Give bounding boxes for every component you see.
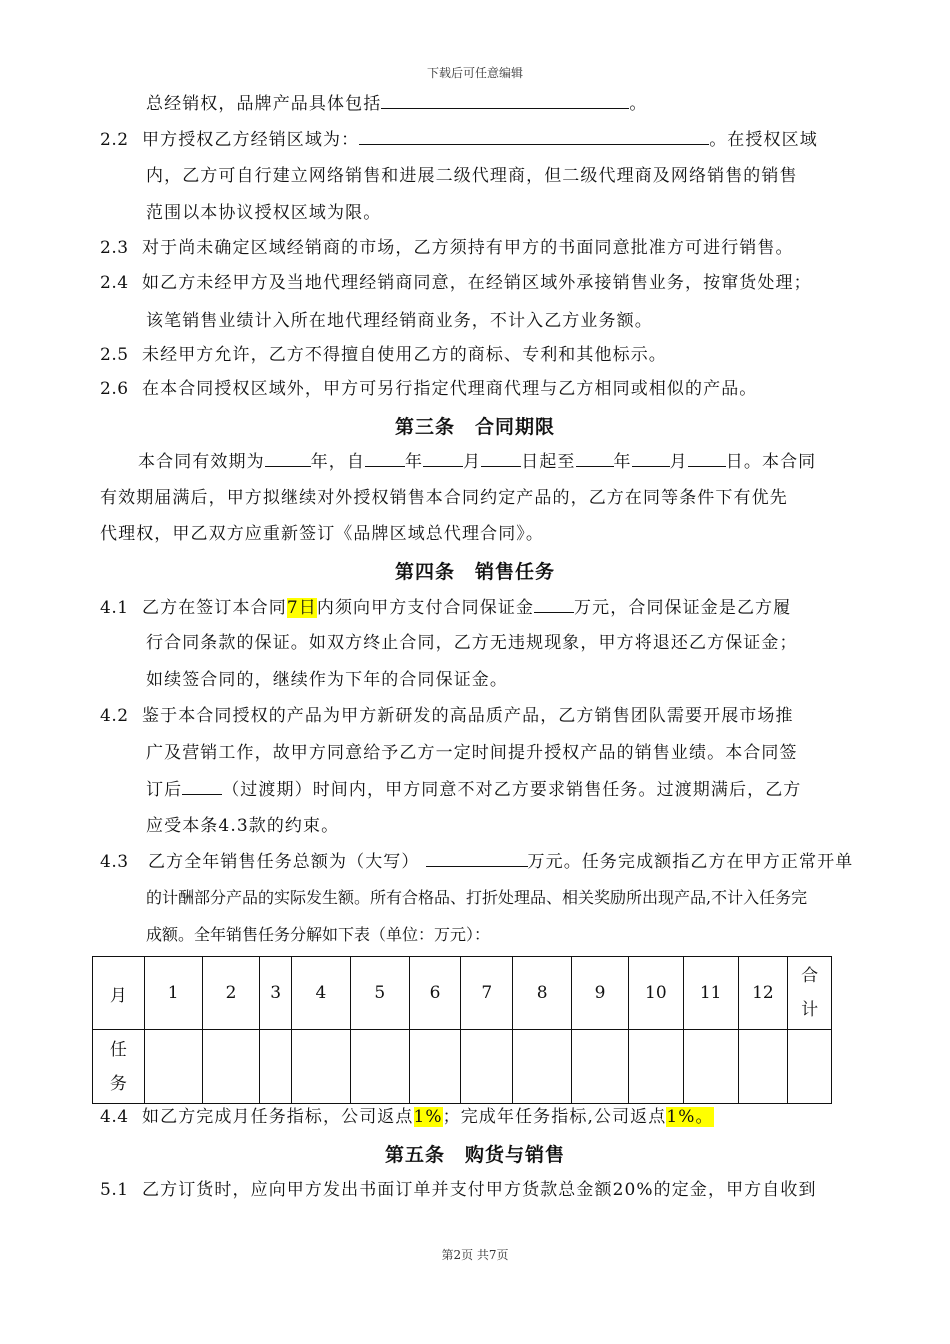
table-cell-empty[interactable] [683,1030,738,1104]
clause-4-1-line3: 如续签合同的，继续作为下年的合同保证金。 [146,670,508,690]
clause-number: 4.1 [100,598,129,618]
clause-number: 2.3 [100,238,129,258]
table-cell-month: 10 [628,957,683,1030]
clause-number: 2.4 [100,273,129,293]
highlighted-term: 1%。 [666,1107,714,1127]
clause-4-2 [100,705,794,727]
clause-number: 2.6 [100,379,129,399]
clause-text: 订后 [146,780,183,800]
table-cell-month: 3 [260,957,291,1030]
table-header-month: 月 [93,957,145,1030]
clause-text: 年 [613,452,632,472]
table-cell-empty[interactable] [350,1030,409,1104]
clause-text: 日起至 [521,452,576,472]
blank-field [632,450,670,467]
table-row-months [93,957,832,1030]
article-4-heading: 第四条 销售任务 [394,561,555,583]
clause-4-3-line2: 的计酬部分产品的实际发生额。所有合格品、打折处理品、相关奖励所出现产品,不计入任务完 [146,888,808,907]
page-header: 下载后可任意编辑 [426,66,523,80]
table-cell-empty[interactable] [409,1030,461,1104]
table-cell-month: 8 [513,957,572,1030]
table-cell-empty[interactable] [461,1030,513,1104]
clause-text: 乙方在签订本合同 [142,598,287,618]
clause-2-4-line2: 该笔销售业绩计入所在地代理经销商业务，不计入乙方业务额。 [146,311,653,331]
clause-text: 。 [629,94,648,114]
clause-2-2-line3: 范围以本协议授权区域为限。 [146,203,382,223]
article-3-line2: 有效期届满后，甲方拟继续对外授权销售本合同约定产品的，乙方在同等条件下有优先 [100,488,788,508]
article-3-line1 [138,450,816,473]
table-cell-empty[interactable] [260,1030,291,1104]
clause-4-3-line3: 成额。全年销售任务分解如下表（单位：万元）： [146,925,491,944]
table-cell-month: 9 [572,957,629,1030]
table-cell-empty[interactable] [572,1030,629,1104]
clause-4-1 [100,596,791,619]
table-cell-month: 12 [738,957,788,1030]
clause-4-3 [100,850,853,873]
clause-text: 月 [463,452,482,472]
clause-text: 万元，合同保证金是乙方履 [574,598,792,618]
page-footer: 第2页 共7页 [441,1248,509,1262]
blank-field [381,92,629,109]
table-header-total-top: 合 [801,966,819,986]
clause-text: 。在授权区域 [709,130,818,150]
blank-field [534,596,574,613]
clause-4-1-line2: 行合同条款的保证。如双方终止合同，乙方无违规现象，甲方将退还乙方保证金； [146,633,798,653]
blank-field [182,778,222,795]
clause-text: 在本合同授权区域外，甲方可另行指定代理商代理与乙方相同或相似的产品。 [142,379,758,399]
clause-text: 年，自 [310,452,366,472]
blank-field [359,128,709,145]
article-5-heading: 第五条 购货与销售 [384,1144,565,1166]
table-header-task-top: 任 [109,1039,127,1060]
table-cell-month: 1 [144,957,202,1030]
table-cell-month: 2 [202,957,260,1030]
clause-2-5 [100,344,667,366]
clause-text: 如乙方未经甲方及当地代理经销商同意，在经销区域外承接销售业务，按窜货处理； [142,273,812,293]
clause-text: 乙方全年销售任务总额为（大写） [148,852,420,872]
blank-field [426,850,528,867]
sales-task-table [92,956,832,1104]
clause-text: 如乙方完成月任务指标，公司返点 [142,1107,414,1127]
highlighted-term: 7日 [286,598,317,618]
table-cell-empty[interactable] [144,1030,202,1104]
clause-4-2-line3 [146,778,801,801]
table-header-task [93,1030,145,1104]
clause-2-3 [100,237,794,259]
table-cell-month: 4 [291,957,350,1030]
table-header-total [788,957,832,1030]
clause-text: 对于尚未确定区域经销商的市场，乙方须持有甲方的书面同意批准方可进行销售。 [142,238,794,258]
clause-text: 鉴于本合同授权的产品为甲方新研发的高品质产品，乙方销售团队需要开展市场推 [142,706,794,726]
blank-field [688,450,726,467]
highlighted-term: 1% [413,1107,443,1127]
clause-4-2-line4: 应受本条4.3款的约束。 [146,816,340,836]
table-cell-month: 11 [683,957,738,1030]
clause-2-1-tail [146,92,647,115]
clause-text: 日。本合同 [725,452,817,472]
table-header-task-bottom: 务 [109,1073,127,1094]
clause-text: 万元。任务完成额指乙方在甲方正常开单 [527,852,854,872]
table-row-tasks [93,1030,832,1104]
table-cell-empty[interactable] [738,1030,788,1104]
article-3-line3: 代理权，甲乙双方应重新签订《品牌区域总代理合同》。 [100,524,544,544]
clause-text: 总经销权，品牌产品具体包括 [146,94,382,114]
blank-field [365,450,405,467]
clause-text: 内须向甲方支付合同保证金 [316,598,535,618]
clause-text: ；完成年任务指标,公司返点 [442,1107,667,1127]
clause-text: 乙方订货时，应向甲方发出书面订单并支付甲方货款总金额20%的定金，甲方自收到 [142,1180,817,1200]
clause-text: 甲方授权乙方经销区域为： [142,130,360,150]
clause-number: 2.2 [100,130,129,150]
clause-2-6 [100,378,757,400]
blank-field [423,450,463,467]
clause-text: 年 [405,452,424,472]
table-cell-empty[interactable] [628,1030,683,1104]
clause-text: 未经甲方允许，乙方不得擅自使用乙方的商标、专利和其他标示。 [142,345,667,365]
clause-2-2 [100,128,818,151]
blank-field [265,450,311,467]
clause-number: 4.2 [100,706,129,726]
clause-2-2-line2: 内，乙方可自行建立网络销售和进展二级代理商，但二级代理商及网络销售的销售 [146,166,798,186]
clause-text: （过渡期）时间内，甲方同意不对乙方要求销售任务。过渡期满后，乙方 [222,780,802,800]
clause-4-4 [100,1106,714,1128]
table-cell-empty[interactable] [291,1030,350,1104]
table-cell-month: 6 [409,957,461,1030]
clause-number: 4.3 [100,852,129,872]
clause-2-4 [100,272,812,294]
clause-5-1 [100,1179,817,1201]
blank-field [481,450,521,467]
clause-text: 月 [669,452,688,472]
clause-text: 本合同有效期为 [138,452,265,472]
table-cell-month: 7 [461,957,513,1030]
clause-4-2-line2: 广及营销工作，故甲方同意给予乙方一定时间提升授权产品的销售业绩。本合同签 [146,743,798,763]
table-cell-empty[interactable] [202,1030,260,1104]
article-3-heading: 第三条 合同期限 [394,416,555,438]
clause-number: 2.5 [100,345,129,365]
blank-field [576,450,614,467]
clause-number: 5.1 [100,1180,129,1200]
table-cell-empty[interactable] [513,1030,572,1104]
clause-number: 4.4 [100,1107,129,1127]
table-header-total-bottom: 计 [801,1000,819,1020]
table-cell-empty[interactable] [788,1030,832,1104]
table-cell-month: 5 [350,957,409,1030]
